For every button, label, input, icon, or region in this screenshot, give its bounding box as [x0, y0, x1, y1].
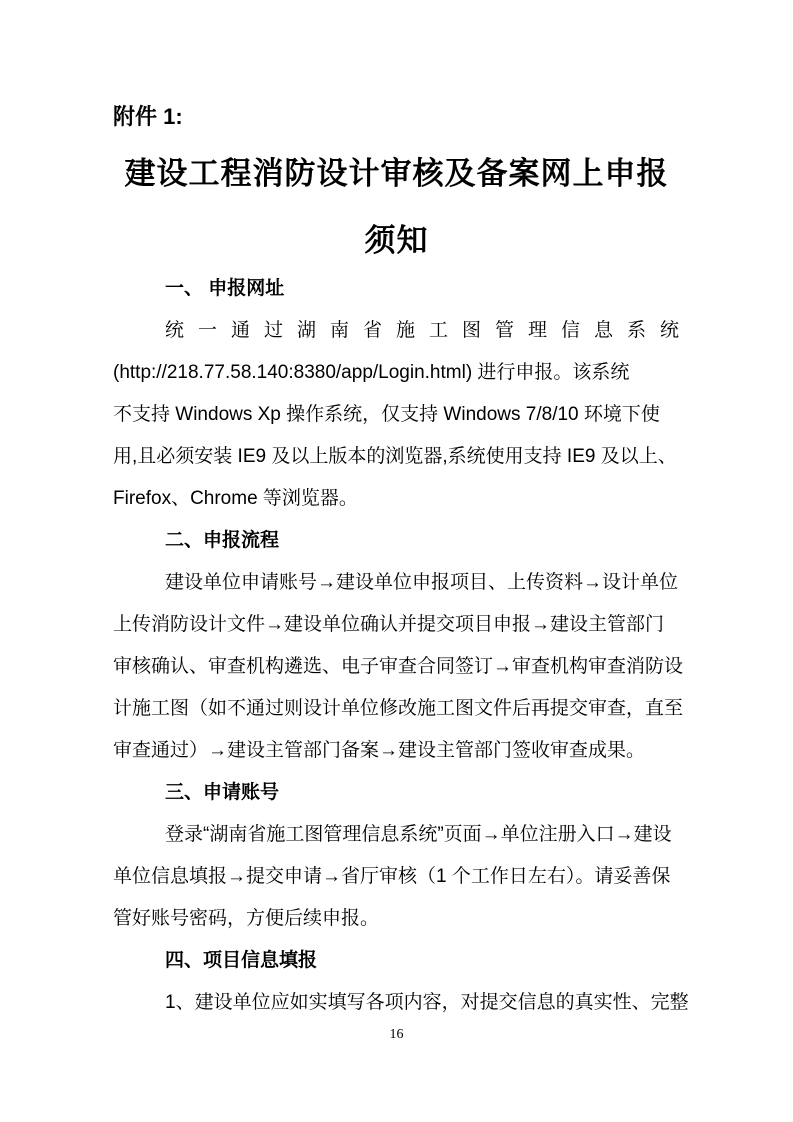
section-1-line-4: 用,且必须安装 IE9 及以上版本的浏览器,系统使用支持 IE9 及以上、	[113, 446, 677, 467]
section-3-heading: 三、申请账号	[165, 782, 280, 803]
section-2-line-4: 计施工图（如不通过则设计单位修改施工图文件后再提交审查，直至	[113, 698, 684, 719]
section-3-line-3: 管好账号密码，方便后续申报。	[113, 908, 380, 929]
section-2-line-2: 上传消防设计文件→建设单位确认并提交项目申报→建设主管部门	[113, 614, 665, 635]
section-1-line-3: 不支持 Windows Xp 操作系统，仅支持 Windows 7/8/10 环境下使	[113, 404, 660, 425]
section-4-line-1: 1、建设单位应如实填写各项内容，对提交信息的真实性、完整	[165, 992, 689, 1013]
section-1-line-1: 统一通过湖南省施工图管理信息系统	[165, 320, 694, 341]
document-body	[113, 268, 694, 1024]
section-4-heading: 四、项目信息填报	[165, 950, 318, 971]
document-title-line-2: 须知	[364, 223, 429, 258]
section-1-heading: 一、 申报网址	[165, 278, 285, 299]
section-3-line-2: 单位信息填报→提交申请→省厅审核（1 个工作日左右）。请妥善保	[113, 866, 671, 887]
page-content	[113, 0, 694, 1043]
section-3-line-1: 登录“湖南省施工图管理信息系统”页面→单位注册入口→建设	[165, 824, 672, 845]
document-title-line-1: 建设工程消防设计审核及备案网上申报	[124, 156, 669, 191]
section-2-heading: 二、申报流程	[165, 530, 280, 551]
section-2-line-5: 审查通过）→建设主管部门备案→建设主管部门签收审查成果。	[113, 740, 646, 761]
section-2-line-1: 建设单位申请账号→建设单位申报项目、上传资料→设计单位	[165, 572, 679, 593]
page-number: 16	[389, 1027, 404, 1042]
section-1-line-5: Firefox、Chrome 等浏览器。	[113, 488, 358, 509]
section-2-line-3: 审核确认、审查机构遴选、电子审查合同签订→审查机构审查消防设	[113, 656, 684, 677]
section-1-line-2: (http://218.77.58.140:8380/app/Login.html) 进行申报。该系统	[113, 362, 630, 383]
attachment-label: 附件 1:	[113, 104, 183, 129]
